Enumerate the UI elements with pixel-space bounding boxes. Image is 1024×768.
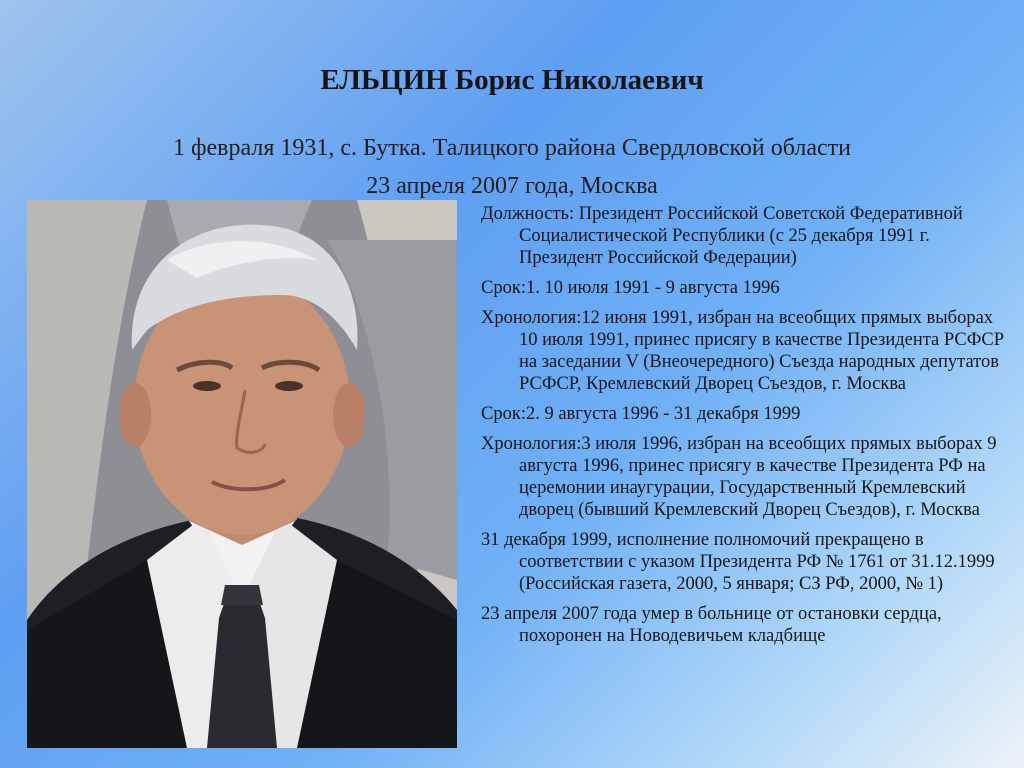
bio-chronology-2: Хронология:3 июля 1996, избран на всеобщих прямых выборах 9 августа 1996, принес присягу в качестве Президента РФ на церемонии инаугурации, Государственный Кремлевский дворец (бывший Кремлевский Дворец Съездов), г. Москва bbox=[481, 434, 997, 520]
slide-title: ЕЛЬЦИН Борис Николаевич bbox=[320, 64, 704, 96]
portrait-photo bbox=[27, 200, 457, 748]
bio-term-2: Срок:2. 9 августа 1996 - 31 декабря 1999 bbox=[481, 404, 801, 424]
death-line: 23 апреля 2007 года, Москва bbox=[366, 173, 658, 199]
bio-chronology-1: Хронология:12 июня 1991, избран на всеобщих прямых выборах 10 июля 1991, принес присягу в качестве Президента РСФСР на заседании V (Внеочередного) Съезда народных депутатов РСФСР, Кремлевский Дворец Съездов, г. Москва bbox=[481, 308, 1004, 394]
bio-death: 23 апреля 2007 года умер в больнице от остановки сердца, похоронен на Новодевичьем кладбище bbox=[481, 604, 942, 646]
portrait-illustration bbox=[27, 200, 457, 748]
bio-position: Должность: Президент Российской Советской Федеративной Социалистической Республики (с 25 декабря 1991 г. Президент Российской Федерации) bbox=[481, 204, 963, 268]
bio-list bbox=[481, 203, 1011, 655]
bio-termination: 31 декабря 1999, исполнение полномочий прекращено в соответствии с указом Президента РФ № 1761 от 31.12.1999 (Российская газета, 2000, 5 января; СЗ РФ, 2000, № 1) bbox=[481, 530, 995, 594]
birth-line: 1 февраля 1931, с. Бутка. Талицкого района Свердловской области bbox=[172, 135, 852, 161]
bio-term-1: Срок:1. 10 июля 1991 - 9 августа 1996 bbox=[481, 278, 780, 298]
